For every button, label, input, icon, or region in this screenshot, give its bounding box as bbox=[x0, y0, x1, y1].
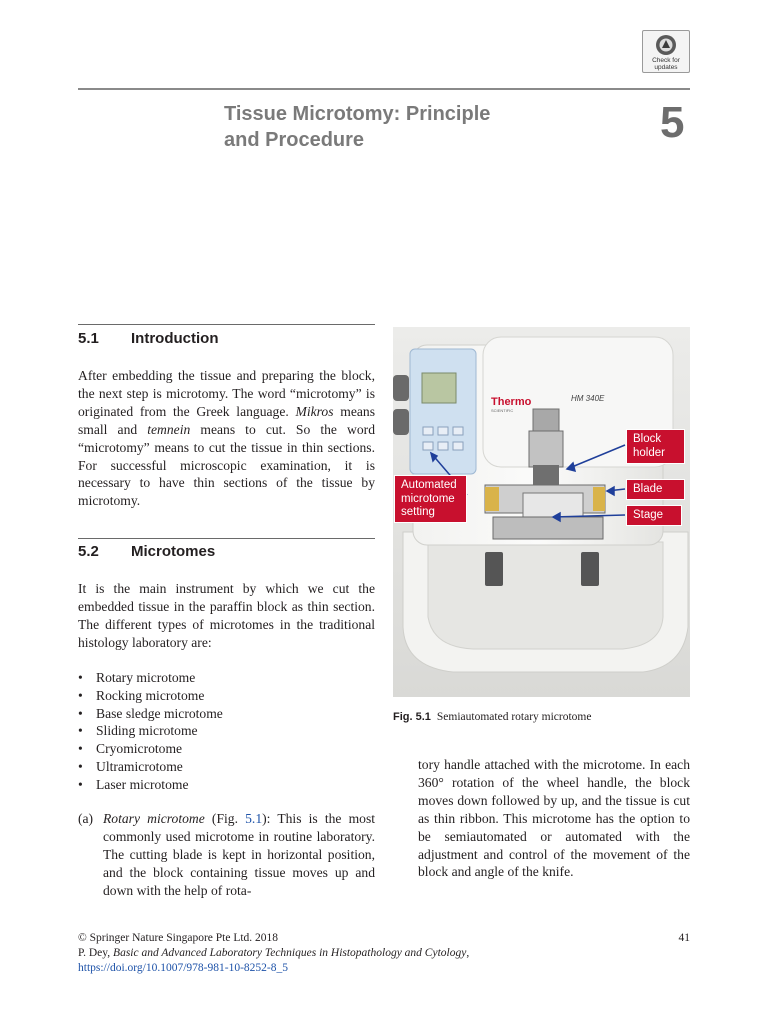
list-item: • Laser microtome bbox=[78, 776, 375, 794]
intro-text-2: means small and bbox=[78, 403, 375, 437]
intro-term-mikros: Mikros bbox=[295, 403, 334, 419]
list-item: • Rocking microtome bbox=[78, 687, 375, 705]
section-heading-microtomes bbox=[78, 543, 375, 561]
section-heading-introduction bbox=[78, 330, 375, 348]
badge-line1: Check for bbox=[652, 57, 680, 64]
model-label: HM 340E bbox=[571, 394, 605, 403]
figure-caption-text: Semiautomated rotary microtome bbox=[436, 711, 592, 723]
list-item: • Base sledge microtome bbox=[78, 705, 375, 723]
microtomes-paragraph: It is the main instrument by which we cut the embedded tissue in the paraffin block as thin section. The different types of microtomes in the traditional histology laboratory are: bbox=[78, 581, 375, 650]
rotary-ref-open: (Fig. bbox=[204, 811, 246, 826]
callout-text: Blade bbox=[633, 483, 663, 495]
figure-caption bbox=[393, 710, 591, 724]
list-item: • Sliding microtome bbox=[78, 722, 375, 740]
intro-text-1: After embedding the tissue and preparing the block, the next step is microtomy. The word “microtomy” is originated from the Greek language. bbox=[78, 368, 375, 419]
copyright-line: © Springer Nature Singapore Pte Ltd. 2018 bbox=[78, 932, 279, 944]
chapter-number: 5 bbox=[660, 98, 685, 147]
crossmark-icon bbox=[655, 34, 677, 56]
callout-block-holder bbox=[626, 429, 685, 464]
figure-reference-link[interactable]: 5.1 bbox=[245, 811, 263, 826]
page-number: 41 bbox=[678, 932, 690, 944]
badge-line2: updates bbox=[654, 64, 678, 71]
list-item: • Cryomicrotome bbox=[78, 740, 375, 758]
callout-text: Automated bbox=[401, 479, 457, 491]
callout-text: Block bbox=[633, 433, 662, 445]
rotary-text: ): This is the most commonly used microtome in routine laboratory. The cutting blade is kept in horizontal position, and the block containing tissue moves up and down with the help of rota- bbox=[103, 811, 376, 898]
figure-label: Fig. 5.1 bbox=[393, 711, 431, 723]
section-rule bbox=[78, 324, 375, 325]
doi-link[interactable]: https://doi.org/10.1007/978-981-10-8252-8_5 bbox=[78, 962, 288, 974]
chapter-title bbox=[224, 101, 584, 153]
callout-text: setting bbox=[401, 506, 435, 518]
chapter-rule bbox=[78, 88, 690, 90]
callout-text: Stage bbox=[633, 509, 664, 521]
intro-paragraph bbox=[78, 367, 375, 510]
intro-text-3: means to cut. So the word “microtomy” means to cut the tissue in thin sections. For successful microscopic examination, it is necessary to have thin sections of the tissue by microtomy. bbox=[78, 421, 375, 509]
check-for-updates-badge[interactable] bbox=[642, 30, 690, 73]
brand-logo: Thermo bbox=[491, 396, 532, 408]
rotary-paragraph bbox=[103, 810, 375, 900]
callout-text: microtome bbox=[401, 492, 455, 505]
list-item: • Rotary microtome bbox=[78, 669, 375, 687]
citation-punct: , bbox=[466, 947, 470, 959]
rotary-paragraph-continued: tory handle attached with the microtome. In each 360° rotation of the wheel handle, the block moves down followed by up, and the tissue is cut as thin ribbon. This microtome has the option to be semiautomated or automated with the adjustment and control of the movement of the block and angle of the knife. bbox=[418, 757, 690, 880]
list-item: • Ultramicrotome bbox=[78, 758, 375, 776]
section-title: Microtomes bbox=[131, 543, 216, 560]
chapter-title-line2: and Procedure bbox=[224, 129, 365, 151]
rotary-label: (a) bbox=[78, 811, 94, 826]
citation-book-title: Basic and Advanced Laboratory Techniques in Histopathology and Cytology bbox=[113, 947, 467, 959]
section-number: 5.1 bbox=[78, 330, 99, 347]
figure-photo bbox=[393, 327, 690, 697]
callout-blade bbox=[626, 479, 685, 500]
microtome-list bbox=[78, 669, 375, 794]
chapter-title-line1: Tissue Microtomy: Principle bbox=[224, 103, 491, 125]
callout-text: holder bbox=[633, 446, 665, 459]
section-rule bbox=[78, 538, 375, 539]
badge-text bbox=[643, 57, 689, 71]
callout-stage bbox=[626, 505, 682, 526]
citation-line bbox=[78, 946, 469, 961]
intro-term-temnein: temnein bbox=[147, 421, 191, 437]
rotary-term: Rotary microtome bbox=[103, 811, 205, 826]
citation-author: P. Dey, bbox=[78, 947, 114, 959]
section-number: 5.2 bbox=[78, 543, 99, 560]
callout-automated-setting bbox=[394, 475, 467, 523]
footer bbox=[78, 931, 469, 976]
brand-subtitle: SCIENTIFIC bbox=[491, 408, 514, 413]
section-title: Introduction bbox=[131, 330, 219, 347]
